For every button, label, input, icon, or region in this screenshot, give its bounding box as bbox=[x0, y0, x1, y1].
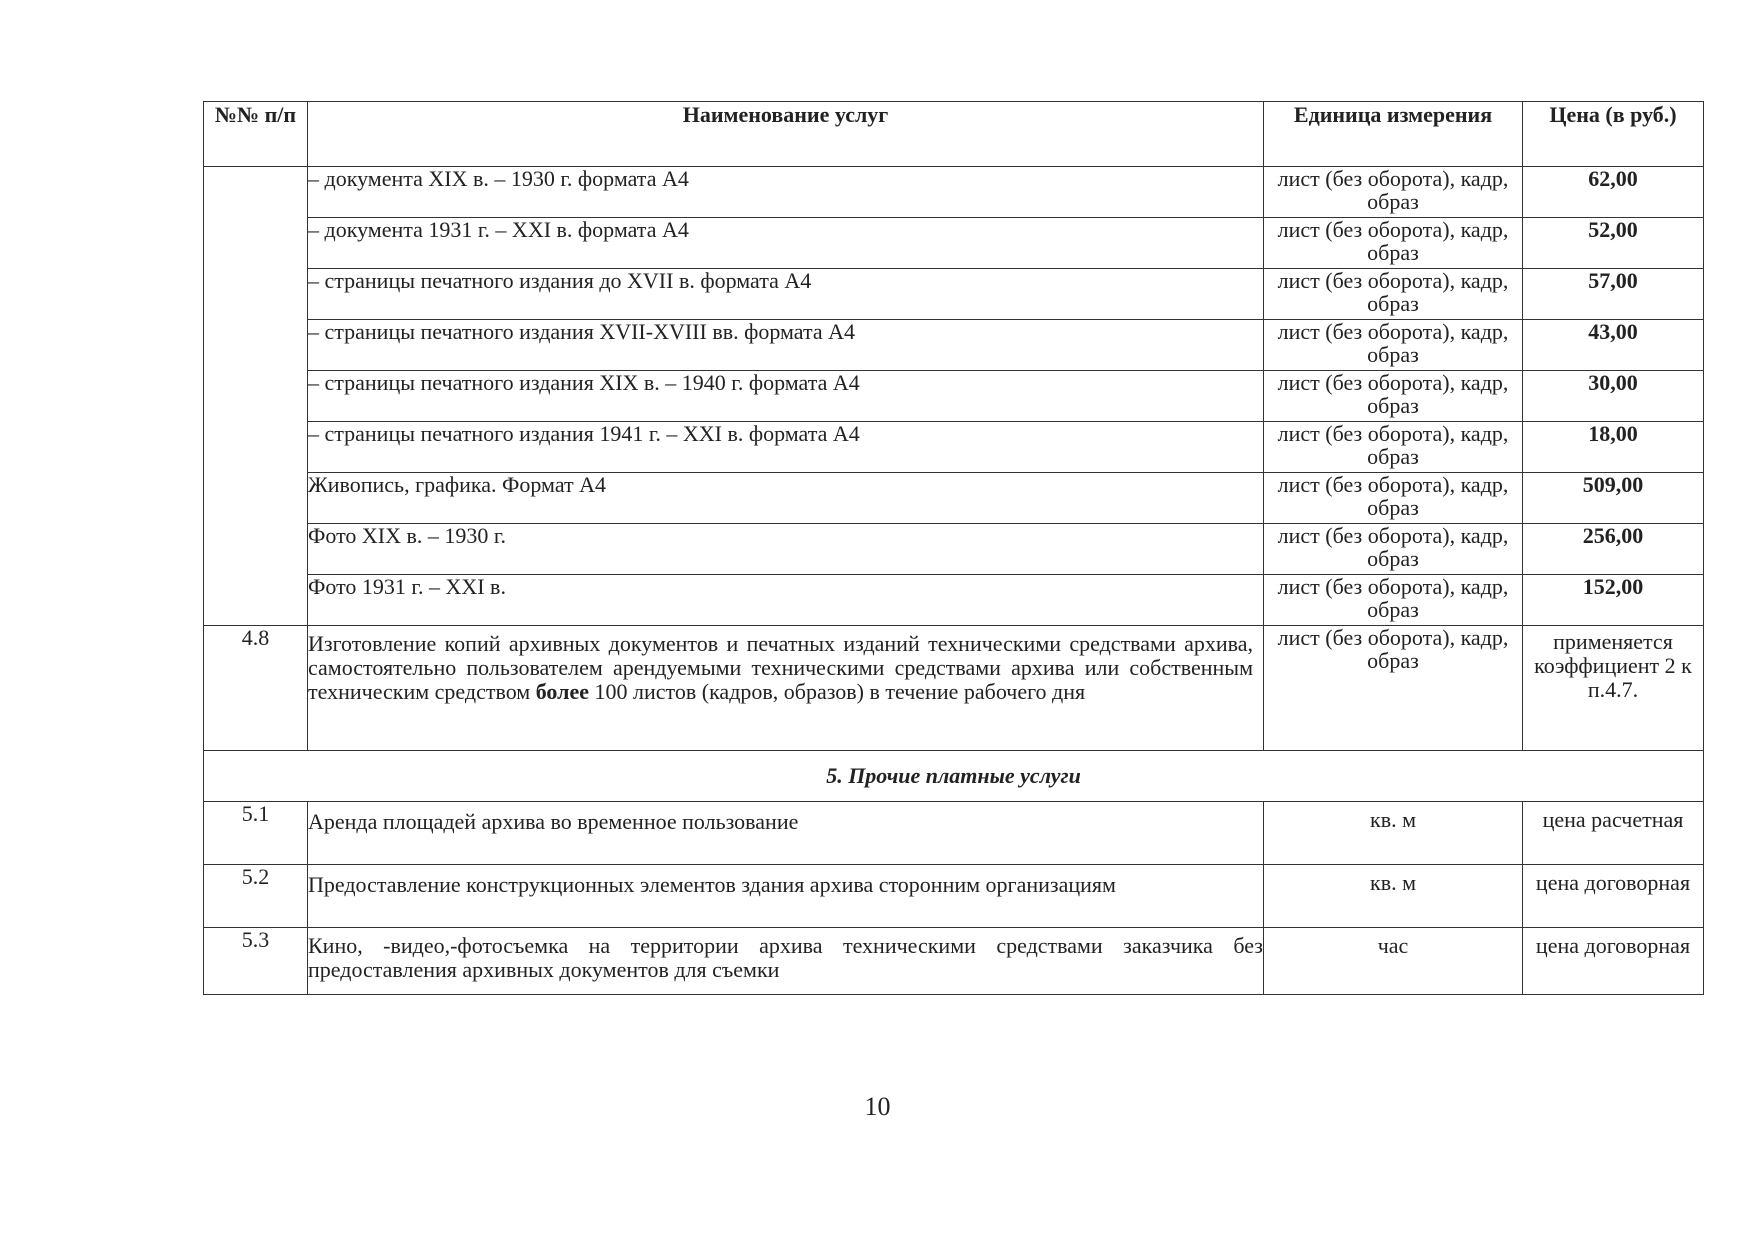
service-name: – страницы печатного издания XVII-XVIII вв. формата А4 bbox=[308, 320, 1264, 371]
num-cell-empty bbox=[204, 167, 308, 626]
service-name: – страницы печатного издания XIX в. – 1940 г. формата А4 bbox=[308, 371, 1264, 422]
table-row bbox=[204, 575, 1704, 626]
header-name: Наименование услуг bbox=[308, 102, 1264, 167]
price-cell: 62,00 bbox=[1523, 167, 1704, 218]
unit-cell: лист (без оборота), кадр, образ bbox=[1264, 626, 1523, 751]
table-row bbox=[204, 928, 1704, 995]
table-row bbox=[204, 320, 1704, 371]
service-name: – документа 1931 г. – XXI в. формата А4 bbox=[308, 218, 1264, 269]
table-row bbox=[204, 167, 1704, 218]
service-name: – документа XIX в. – 1930 г. формата А4 bbox=[308, 167, 1264, 218]
service-name-part: 100 листов (кадров, образов) в течение рабочего дня bbox=[589, 679, 1086, 704]
table-row bbox=[204, 371, 1704, 422]
row-number: 5.1 bbox=[204, 802, 308, 865]
unit-cell: лист (без оборота), кадр, образ bbox=[1264, 371, 1523, 422]
service-name: Фото 1931 г. – XXI в. bbox=[308, 575, 1264, 626]
unit-cell: час bbox=[1264, 928, 1523, 995]
table-row bbox=[204, 802, 1704, 865]
section-heading-row bbox=[204, 751, 1704, 802]
price-cell: 509,00 bbox=[1523, 473, 1704, 524]
table-row bbox=[204, 422, 1704, 473]
table-row-4-8 bbox=[204, 626, 1704, 751]
service-name: Аренда площадей архива во временное пользование bbox=[308, 802, 1264, 865]
header-unit: Единица измерения bbox=[1264, 102, 1523, 167]
price-cell: применяется коэффициент 2 к п.4.7. bbox=[1523, 626, 1704, 751]
table-row bbox=[204, 269, 1704, 320]
table-row bbox=[204, 218, 1704, 269]
unit-cell: лист (без оборота), кадр, образ bbox=[1264, 167, 1523, 218]
price-cell: 30,00 bbox=[1523, 371, 1704, 422]
row-number: 4.8 bbox=[204, 626, 308, 751]
price-table bbox=[203, 101, 1704, 995]
price-cell: цена договорная bbox=[1523, 865, 1704, 928]
table-row bbox=[204, 473, 1704, 524]
unit-cell: лист (без оборота), кадр, образ bbox=[1264, 269, 1523, 320]
section-title: 5. Прочие платные услуги bbox=[204, 751, 1704, 802]
table-header-row bbox=[204, 102, 1704, 167]
page-number: 10 bbox=[864, 1092, 891, 1121]
unit-cell: лист (без оборота), кадр, образ bbox=[1264, 473, 1523, 524]
header-num: №№ п/п bbox=[204, 102, 308, 167]
table-row bbox=[204, 524, 1704, 575]
service-name: Предоставление конструкционных элементов здания архива сторонним организациям bbox=[308, 865, 1264, 928]
header-price: Цена (в руб.) bbox=[1523, 102, 1704, 167]
service-name: Кино, -видео,-фотосъемка на территории архива техническими средствами заказчика без предоставления архивных документов для съемки bbox=[308, 928, 1264, 995]
price-cell: цена договорная bbox=[1523, 928, 1704, 995]
unit-cell: лист (без оборота), кадр, образ bbox=[1264, 575, 1523, 626]
service-name-4-8 bbox=[308, 626, 1264, 751]
price-cell: 52,00 bbox=[1523, 218, 1704, 269]
row-number: 5.3 bbox=[204, 928, 308, 995]
service-name: Фото XIX в. – 1930 г. bbox=[308, 524, 1264, 575]
unit-cell: лист (без оборота), кадр, образ bbox=[1264, 218, 1523, 269]
service-name: – страницы печатного издания до XVII в. формата А4 bbox=[308, 269, 1264, 320]
price-cell: 152,00 bbox=[1523, 575, 1704, 626]
unit-cell: лист (без оборота), кадр, образ bbox=[1264, 320, 1523, 371]
price-cell: 57,00 bbox=[1523, 269, 1704, 320]
service-name-part: Изготовление копий архивных документов и печатных изданий техническими средствами архива, самостоятельно пользователем арендуемыми техническими средствами архива или собственным техническим средством bbox=[308, 631, 1253, 704]
table-row bbox=[204, 865, 1704, 928]
unit-cell: кв. м bbox=[1264, 802, 1523, 865]
row-number: 5.2 bbox=[204, 865, 308, 928]
price-cell: цена расчетная bbox=[1523, 802, 1704, 865]
price-cell: 256,00 bbox=[1523, 524, 1704, 575]
service-name-bold: более bbox=[535, 679, 590, 704]
unit-cell: лист (без оборота), кадр, образ bbox=[1264, 422, 1523, 473]
price-cell: 43,00 bbox=[1523, 320, 1704, 371]
service-name: Живопись, графика. Формат А4 bbox=[308, 473, 1264, 524]
unit-cell: кв. м bbox=[1264, 865, 1523, 928]
price-cell: 18,00 bbox=[1523, 422, 1704, 473]
service-name: – страницы печатного издания 1941 г. – XXI в. формата А4 bbox=[308, 422, 1264, 473]
unit-cell: лист (без оборота), кадр, образ bbox=[1264, 524, 1523, 575]
